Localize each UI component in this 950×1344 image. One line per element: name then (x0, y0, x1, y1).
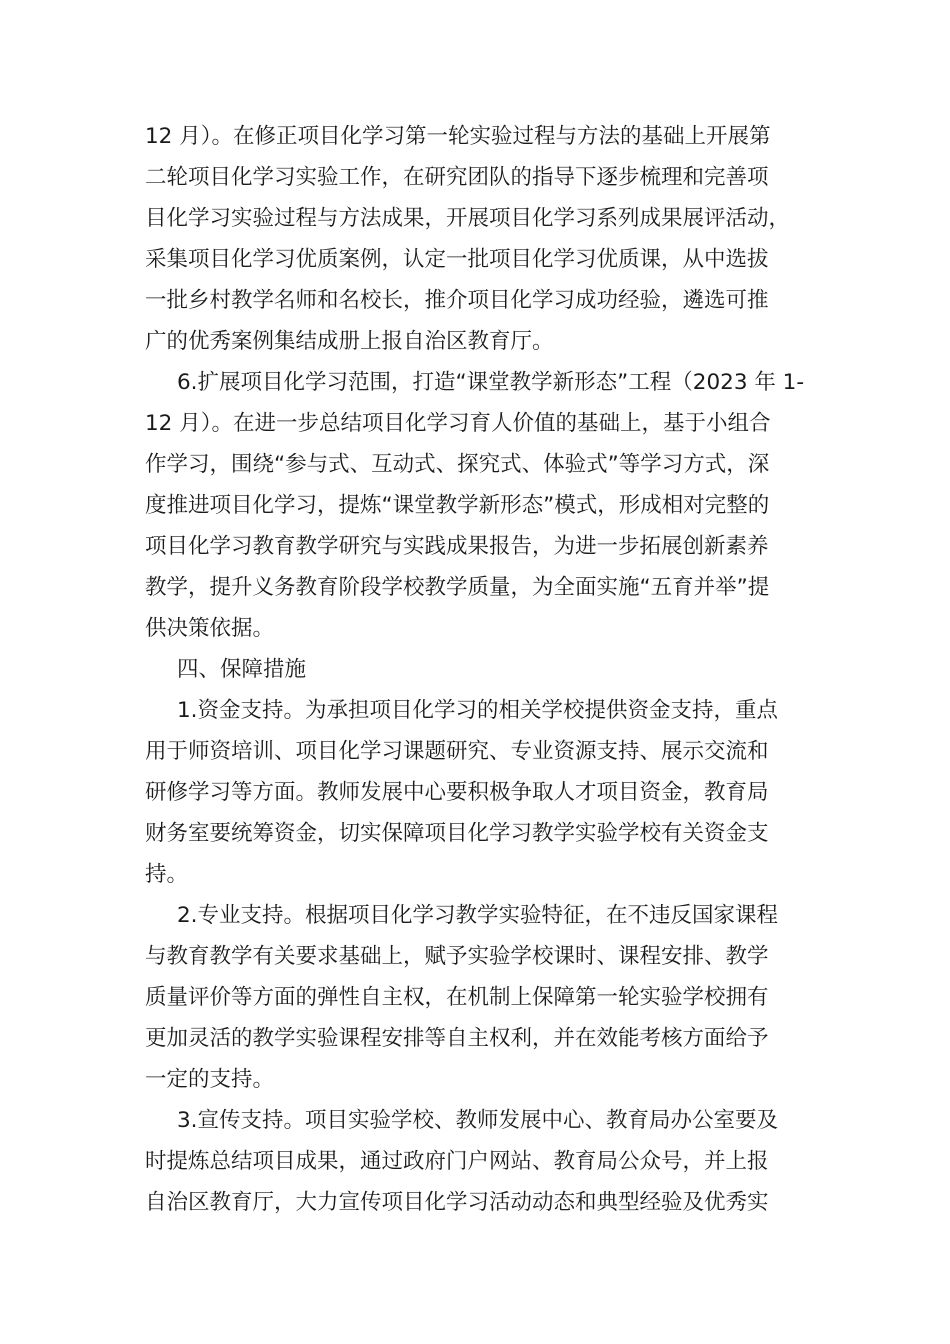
section-heading: 四、保障措施 (177, 657, 307, 682)
text-line: 12 月）。在修正项目化学习第一轮实验过程与方法的基础上开展第 (145, 124, 771, 149)
text-line: 广的优秀案例集结成册上报自治区教育厅。 (145, 329, 554, 354)
text-line: 用于师资培训、项目化学习课题研究、专业资源支持、展示交流和 (145, 739, 769, 764)
text-line: 自治区教育厅，大力宣传项目化学习活动动态和典型经验及优秀实 (145, 1190, 769, 1215)
text-line: 更加灵活的教学实验课程安排等自主权利，并在效能考核方面给予 (145, 1026, 769, 1051)
text-line: 时提炼总结项目成果，通过政府门户网站、教育局公众号，并上报 (145, 1149, 769, 1174)
paragraph-start-line: 1.资金支持。为承担项目化学习的相关学校提供资金支持，重点 (177, 698, 779, 723)
paragraph-start-line: 2.专业支持。根据项目化学习教学实验特征，在不违反国家课程 (177, 903, 779, 928)
text-line: 采集项目化学习优质案例，认定一批项目化学习优质课，从中选拔 (145, 247, 769, 272)
document-body (145, 116, 825, 1223)
text-line: 项目化学习教育教学研究与实践成果报告，为进一步拓展创新素养 (145, 534, 769, 559)
text-line: 一定的支持。 (145, 1067, 275, 1092)
text-line: 目化学习实验过程与方法成果，开展项目化学习系列成果展评活动， (145, 206, 791, 231)
text-line: 教学，提升义务教育阶段学校教学质量，为全面实施“五育并举”提 (145, 575, 770, 600)
text-line: 度推进项目化学习，提炼“课堂教学新形态”模式，形成相对完整的 (145, 493, 770, 518)
text-line: 12 月）。在进一步总结项目化学习育人价值的基础上，基于小组合 (145, 411, 771, 436)
text-line: 供决策依据。 (145, 616, 275, 641)
text-line: 财务室要统筹资金，切实保障项目化学习教学实验学校有关资金支 (145, 821, 769, 846)
text-line: 二轮项目化学习实验工作，在研究团队的指导下逐步梳理和完善项 (145, 165, 769, 190)
text-line: 研修学习等方面。教师发展中心要积极争取人才项目资金，教育局 (145, 780, 769, 805)
text-line: 质量评价等方面的弹性自主权，在机制上保障第一轮实验学校拥有 (145, 985, 769, 1010)
text-line: 作学习，围绕“参与式、互动式、探究式、体验式”等学习方式，深 (145, 452, 770, 477)
text-line: 持。 (145, 862, 189, 887)
text-line: 一批乡村教学名师和名校长，推介项目化学习成功经验，遴选可推 (145, 288, 769, 313)
paragraph-start-line: 6.扩展项目化学习范围，打造“课堂教学新形态”工程（2023 年 1- (177, 370, 805, 395)
paragraph-start-line: 3.宣传支持。项目实验学校、教师发展中心、教育局办公室要及 (177, 1108, 779, 1133)
text-line: 与教育教学有关要求基础上，赋予实验学校课时、课程安排、教学 (145, 944, 769, 969)
